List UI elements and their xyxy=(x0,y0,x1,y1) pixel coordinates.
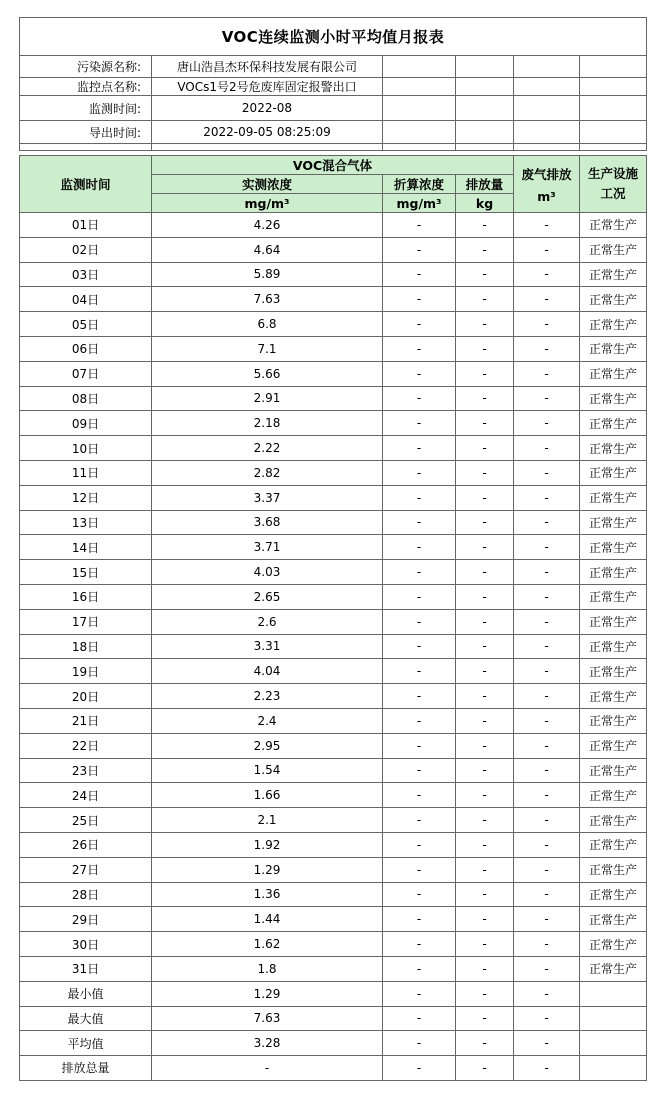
cell-converted: - xyxy=(383,336,456,361)
cell-status: 正常生产 xyxy=(580,956,647,981)
header-measured-unit: mg/m³ xyxy=(152,194,383,213)
cell-converted: - xyxy=(383,510,456,535)
table-row xyxy=(20,609,647,634)
cell-emission: - xyxy=(456,659,514,684)
report-header-table xyxy=(19,17,647,151)
cell-measured: 2.95 xyxy=(152,733,383,758)
cell-day: 03日 xyxy=(20,262,152,287)
monitor-point-label: 监控点名称: xyxy=(20,78,152,96)
cell-measured: 1.62 xyxy=(152,932,383,957)
cell-measured: 2.6 xyxy=(152,609,383,634)
table-row xyxy=(20,956,647,981)
cell-converted: - xyxy=(383,560,456,585)
table-row xyxy=(20,981,647,1006)
cell-day: 23日 xyxy=(20,758,152,783)
cell-emission: - xyxy=(456,981,514,1006)
cell-measured: 1.36 xyxy=(152,882,383,907)
cell-measured: 1.92 xyxy=(152,832,383,857)
header-converted-unit: mg/m³ xyxy=(383,194,456,213)
table-row xyxy=(20,584,647,609)
cell-status: 正常生产 xyxy=(580,684,647,709)
cell-measured: 1.54 xyxy=(152,758,383,783)
cell-exhaust: - xyxy=(514,808,580,833)
cell-converted: - xyxy=(383,882,456,907)
cell-converted: - xyxy=(383,808,456,833)
cell-exhaust: - xyxy=(514,510,580,535)
cell-status: 正常生产 xyxy=(580,857,647,882)
cell-emission: - xyxy=(456,510,514,535)
cell-day: 08日 xyxy=(20,386,152,411)
table-row xyxy=(20,1056,647,1081)
cell-emission: - xyxy=(456,634,514,659)
cell-status: 正常生产 xyxy=(580,460,647,485)
data-table xyxy=(19,155,647,1081)
cell-exhaust: - xyxy=(514,758,580,783)
table-row xyxy=(20,312,647,337)
cell-measured: 2.1 xyxy=(152,808,383,833)
table-body xyxy=(20,213,647,1081)
table-row xyxy=(20,733,647,758)
cell-exhaust: - xyxy=(514,1031,580,1056)
cell-day: 17日 xyxy=(20,609,152,634)
cell-converted: - xyxy=(383,1056,456,1081)
cell-day: 24日 xyxy=(20,783,152,808)
cell-day: 01日 xyxy=(20,213,152,238)
cell-status xyxy=(580,981,647,1006)
cell-status: 正常生产 xyxy=(580,386,647,411)
cell-status: 正常生产 xyxy=(580,882,647,907)
cell-status: 正常生产 xyxy=(580,237,647,262)
cell-converted: - xyxy=(383,907,456,932)
cell-exhaust: - xyxy=(514,361,580,386)
cell-converted: - xyxy=(383,386,456,411)
cell-exhaust: - xyxy=(514,659,580,684)
cell-day: 13日 xyxy=(20,510,152,535)
table-row xyxy=(20,634,647,659)
cell-exhaust: - xyxy=(514,956,580,981)
cell-status: 正常生产 xyxy=(580,336,647,361)
cell-measured: 2.4 xyxy=(152,708,383,733)
cell-day: 06日 xyxy=(20,336,152,361)
cell-exhaust: - xyxy=(514,485,580,510)
table-row xyxy=(20,758,647,783)
cell-exhaust: - xyxy=(514,560,580,585)
cell-emission: - xyxy=(456,312,514,337)
cell-measured: 3.71 xyxy=(152,535,383,560)
cell-day: 07日 xyxy=(20,361,152,386)
cell-day: 19日 xyxy=(20,659,152,684)
cell-exhaust: - xyxy=(514,460,580,485)
cell-status: 正常生产 xyxy=(580,535,647,560)
cell-exhaust: - xyxy=(514,783,580,808)
cell-status: 正常生产 xyxy=(580,832,647,857)
cell-status: 正常生产 xyxy=(580,783,647,808)
cell-exhaust: - xyxy=(514,213,580,238)
cell-exhaust: - xyxy=(514,857,580,882)
cell-exhaust: - xyxy=(514,584,580,609)
cell-emission: - xyxy=(456,684,514,709)
cell-measured: 3.37 xyxy=(152,485,383,510)
header-time: 监测时间 xyxy=(20,156,152,213)
cell-exhaust: - xyxy=(514,684,580,709)
cell-exhaust: - xyxy=(514,708,580,733)
table-row xyxy=(20,832,647,857)
header-emission: 排放量 xyxy=(456,175,514,194)
header-measured: 实测浓度 xyxy=(152,175,383,194)
cell-status: 正常生产 xyxy=(580,213,647,238)
cell-exhaust: - xyxy=(514,411,580,436)
cell-exhaust: - xyxy=(514,932,580,957)
cell-day: 28日 xyxy=(20,882,152,907)
cell-emission: - xyxy=(456,907,514,932)
cell-day: 05日 xyxy=(20,312,152,337)
cell-converted: - xyxy=(383,956,456,981)
cell-emission: - xyxy=(456,237,514,262)
cell-status: 正常生产 xyxy=(580,411,647,436)
cell-converted: - xyxy=(383,361,456,386)
cell-measured: 2.18 xyxy=(152,411,383,436)
cell-day: 22日 xyxy=(20,733,152,758)
source-name-label: 污染源名称: xyxy=(20,56,152,78)
cell-exhaust: - xyxy=(514,386,580,411)
cell-day: 31日 xyxy=(20,956,152,981)
cell-exhaust: - xyxy=(514,237,580,262)
cell-measured: 2.65 xyxy=(152,584,383,609)
cell-measured: 6.8 xyxy=(152,312,383,337)
cell-day: 27日 xyxy=(20,857,152,882)
cell-converted: - xyxy=(383,1006,456,1031)
cell-measured: 3.68 xyxy=(152,510,383,535)
monitor-period-label: 监测时间: xyxy=(20,96,152,121)
cell-measured: 1.66 xyxy=(152,783,383,808)
cell-measured: 1.29 xyxy=(152,981,383,1006)
cell-day: 最大值 xyxy=(20,1006,152,1031)
cell-converted: - xyxy=(383,733,456,758)
cell-measured: 2.82 xyxy=(152,460,383,485)
cell-converted: - xyxy=(383,857,456,882)
cell-converted: - xyxy=(383,287,456,312)
cell-status: 正常生产 xyxy=(580,659,647,684)
cell-measured: 5.66 xyxy=(152,361,383,386)
table-row xyxy=(20,808,647,833)
cell-status: 正常生产 xyxy=(580,312,647,337)
cell-emission: - xyxy=(456,287,514,312)
table-row xyxy=(20,857,647,882)
cell-status: 正常生产 xyxy=(580,485,647,510)
cell-day: 排放总量 xyxy=(20,1056,152,1081)
cell-exhaust: - xyxy=(514,287,580,312)
cell-day: 30日 xyxy=(20,932,152,957)
cell-emission: - xyxy=(456,1056,514,1081)
cell-measured: 3.31 xyxy=(152,634,383,659)
cell-day: 15日 xyxy=(20,560,152,585)
cell-day: 14日 xyxy=(20,535,152,560)
cell-exhaust: - xyxy=(514,609,580,634)
cell-day: 平均值 xyxy=(20,1031,152,1056)
cell-status: 正常生产 xyxy=(580,708,647,733)
table-row xyxy=(20,237,647,262)
cell-day: 11日 xyxy=(20,460,152,485)
cell-exhaust: - xyxy=(514,733,580,758)
header-converted: 折算浓度 xyxy=(383,175,456,194)
table-row xyxy=(20,659,647,684)
cell-exhaust: - xyxy=(514,1056,580,1081)
header-voc-group: VOC混合气体 xyxy=(152,156,514,175)
cell-converted: - xyxy=(383,584,456,609)
cell-emission: - xyxy=(456,361,514,386)
cell-emission: - xyxy=(456,262,514,287)
cell-day: 04日 xyxy=(20,287,152,312)
table-row xyxy=(20,535,647,560)
cell-emission: - xyxy=(456,336,514,361)
cell-measured: 2.23 xyxy=(152,684,383,709)
cell-converted: - xyxy=(383,932,456,957)
cell-measured: 2.22 xyxy=(152,436,383,461)
header-exhaust xyxy=(514,156,580,213)
cell-converted: - xyxy=(383,981,456,1006)
cell-exhaust: - xyxy=(514,436,580,461)
monitor-point-value: VOCs1号2号危废库固定报警出口 xyxy=(152,78,383,96)
cell-converted: - xyxy=(383,460,456,485)
cell-converted: - xyxy=(383,832,456,857)
cell-status: 正常生产 xyxy=(580,510,647,535)
report-title: VOC连续监测小时平均值月报表 xyxy=(20,18,647,56)
cell-status: 正常生产 xyxy=(580,907,647,932)
cell-converted: - xyxy=(383,659,456,684)
table-row xyxy=(20,560,647,585)
cell-day: 12日 xyxy=(20,485,152,510)
cell-emission: - xyxy=(456,460,514,485)
cell-emission: - xyxy=(456,733,514,758)
cell-emission: - xyxy=(456,609,514,634)
cell-converted: - xyxy=(383,312,456,337)
cell-status: 正常生产 xyxy=(580,436,647,461)
cell-emission: - xyxy=(456,783,514,808)
table-row xyxy=(20,932,647,957)
table-row xyxy=(20,510,647,535)
cell-status: 正常生产 xyxy=(580,733,647,758)
cell-converted: - xyxy=(383,708,456,733)
cell-day: 25日 xyxy=(20,808,152,833)
cell-day: 09日 xyxy=(20,411,152,436)
cell-emission: - xyxy=(456,857,514,882)
cell-status xyxy=(580,1006,647,1031)
table-row xyxy=(20,361,647,386)
cell-measured: 1.29 xyxy=(152,857,383,882)
cell-status: 正常生产 xyxy=(580,634,647,659)
header-status: 生产设施工况 xyxy=(580,156,647,213)
cell-day: 26日 xyxy=(20,832,152,857)
table-row xyxy=(20,882,647,907)
cell-day: 21日 xyxy=(20,708,152,733)
cell-measured: 3.28 xyxy=(152,1031,383,1056)
cell-exhaust: - xyxy=(514,312,580,337)
cell-emission: - xyxy=(456,485,514,510)
cell-exhaust: - xyxy=(514,981,580,1006)
cell-converted: - xyxy=(383,684,456,709)
cell-emission: - xyxy=(456,882,514,907)
cell-emission: - xyxy=(456,386,514,411)
cell-day: 29日 xyxy=(20,907,152,932)
cell-measured: 7.63 xyxy=(152,287,383,312)
table-row xyxy=(20,262,647,287)
cell-converted: - xyxy=(383,213,456,238)
cell-converted: - xyxy=(383,1031,456,1056)
cell-status xyxy=(580,1056,647,1081)
cell-emission: - xyxy=(456,213,514,238)
cell-converted: - xyxy=(383,411,456,436)
header-emission-unit: kg xyxy=(456,194,514,213)
table-row xyxy=(20,336,647,361)
table-row xyxy=(20,485,647,510)
source-name-value: 唐山浩昌杰环保科技发展有限公司 xyxy=(152,56,383,78)
table-row xyxy=(20,1006,647,1031)
cell-day: 20日 xyxy=(20,684,152,709)
cell-emission: - xyxy=(456,535,514,560)
cell-measured: 2.91 xyxy=(152,386,383,411)
table-row xyxy=(20,460,647,485)
cell-measured: 4.04 xyxy=(152,659,383,684)
cell-exhaust: - xyxy=(514,882,580,907)
table-row xyxy=(20,287,647,312)
cell-exhaust: - xyxy=(514,336,580,361)
cell-status: 正常生产 xyxy=(580,361,647,386)
header-exhaust-unit-label: m³ xyxy=(537,188,556,204)
header-exhaust-label: 废气排放 xyxy=(521,166,572,182)
cell-emission: - xyxy=(456,932,514,957)
cell-day: 18日 xyxy=(20,634,152,659)
cell-day: 最小值 xyxy=(20,981,152,1006)
cell-day: 02日 xyxy=(20,237,152,262)
cell-status: 正常生产 xyxy=(580,808,647,833)
cell-converted: - xyxy=(383,485,456,510)
cell-status: 正常生产 xyxy=(580,584,647,609)
cell-measured: 4.64 xyxy=(152,237,383,262)
cell-converted: - xyxy=(383,237,456,262)
cell-converted: - xyxy=(383,783,456,808)
cell-emission: - xyxy=(456,411,514,436)
cell-day: 10日 xyxy=(20,436,152,461)
cell-exhaust: - xyxy=(514,907,580,932)
cell-measured: - xyxy=(152,1056,383,1081)
monitor-period-value: 2022-08 xyxy=(152,96,383,121)
cell-emission: - xyxy=(456,1006,514,1031)
cell-emission: - xyxy=(456,758,514,783)
cell-status: 正常生产 xyxy=(580,758,647,783)
cell-emission: - xyxy=(456,560,514,585)
cell-emission: - xyxy=(456,832,514,857)
cell-status: 正常生产 xyxy=(580,932,647,957)
cell-emission: - xyxy=(456,1031,514,1056)
cell-converted: - xyxy=(383,758,456,783)
cell-measured: 5.89 xyxy=(152,262,383,287)
cell-measured: 4.26 xyxy=(152,213,383,238)
cell-measured: 7.1 xyxy=(152,336,383,361)
table-row xyxy=(20,684,647,709)
cell-converted: - xyxy=(383,535,456,560)
table-row xyxy=(20,436,647,461)
cell-status xyxy=(580,1031,647,1056)
cell-status: 正常生产 xyxy=(580,287,647,312)
table-row xyxy=(20,1031,647,1056)
cell-emission: - xyxy=(456,708,514,733)
cell-status: 正常生产 xyxy=(580,560,647,585)
cell-exhaust: - xyxy=(514,262,580,287)
cell-exhaust: - xyxy=(514,1006,580,1031)
table-row xyxy=(20,783,647,808)
cell-exhaust: - xyxy=(514,634,580,659)
cell-emission: - xyxy=(456,808,514,833)
cell-measured: 1.8 xyxy=(152,956,383,981)
cell-day: 16日 xyxy=(20,584,152,609)
table-row xyxy=(20,411,647,436)
cell-emission: - xyxy=(456,956,514,981)
export-time-value: 2022-09-05 08:25:09 xyxy=(152,121,383,144)
cell-exhaust: - xyxy=(514,535,580,560)
table-row xyxy=(20,708,647,733)
table-row xyxy=(20,386,647,411)
cell-status: 正常生产 xyxy=(580,609,647,634)
table-row xyxy=(20,213,647,238)
cell-converted: - xyxy=(383,634,456,659)
cell-converted: - xyxy=(383,262,456,287)
export-time-label: 导出时间: xyxy=(20,121,152,144)
cell-emission: - xyxy=(456,584,514,609)
cell-exhaust: - xyxy=(514,832,580,857)
cell-status: 正常生产 xyxy=(580,262,647,287)
table-row xyxy=(20,907,647,932)
cell-converted: - xyxy=(383,436,456,461)
cell-measured: 1.44 xyxy=(152,907,383,932)
cell-emission: - xyxy=(456,436,514,461)
cell-measured: 4.03 xyxy=(152,560,383,585)
cell-converted: - xyxy=(383,609,456,634)
cell-measured: 7.63 xyxy=(152,1006,383,1031)
